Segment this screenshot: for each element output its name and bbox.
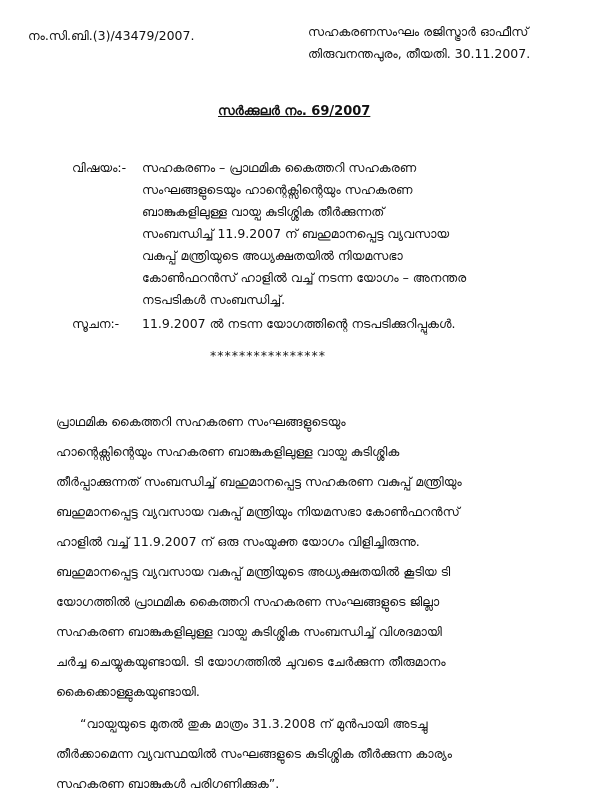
reference-label: സൂചന:- <box>72 316 120 331</box>
body-line: ബഹുമാനപ്പെട്ട വ്യവസായ വകുപ്പ് മന്ത്രിയുടെ അധ്യക്ഷതയിൽ കൂടിയ ടി <box>56 564 451 579</box>
subject-label: വിഷയം:- <box>72 160 127 175</box>
separator: **************** <box>210 348 326 363</box>
body-line: തീർപ്പാക്കുന്നത് സംബന്ധിച്ച് ബഹുമാനപ്പെട്ട സഹകരണ വകുപ്പ് മന്ത്രിയും <box>56 474 462 489</box>
body-line: ചർച്ച ചെയ്യുകയുണ്ടായി. ടി യോഗത്തിൽ ചുവടെ ചേർക്കുന്ന തീരുമാനം <box>56 654 446 669</box>
body-line: ഹാന്റെക്സിന്റെയും സഹകരണ ബാങ്കുകളിലുള്ള വായ്പ കുടിശ്ശിക <box>56 444 400 459</box>
body-line: ഹാളിൽ വച്ച് 11.9.2007 ന് ഒരു സംയുക്ത യോഗം വിളിച്ചിരുന്നു. <box>56 534 420 549</box>
subject-line: വകുപ്പ് മന്ത്രിയുടെ അധ്യക്ഷതയിൽ നിയമസഭാ <box>142 248 403 263</box>
body-line: യോഗത്തിൽ പ്രാഥമിക കൈത്തറി സഹകരണ സംഘങ്ങളുടെ ജില്ലാ <box>56 594 440 609</box>
subject-line: കോൺഫറൻസ് ഹാളിൽ വച്ച് നടന്ന യോഗം – അനന്തര <box>142 270 467 285</box>
body-line: കൈക്കൊള്ളുകയുണ്ടായി. <box>56 684 200 699</box>
subject-line: സംഘങ്ങളുടെയും ഹാന്റെക്സിന്റെയും സഹകരണ <box>142 182 413 197</box>
quote-line: സഹകരണ ബാങ്കുകൾ പരിഗണിക്കുക”. <box>56 776 280 791</box>
subject-line: നടപടികൾ സംബന്ധിച്ച്. <box>142 292 286 307</box>
body-line: സഹകരണ ബാങ്കുകളിലുള്ള വായ്പ കുടിശ്ശിക സംബന്ധിച്ച് വിശദമായി <box>56 624 442 639</box>
body-line: ബഹുമാനപ്പെട്ട വ്യവസായ വകുപ്പ് മന്ത്രിയും നിയമസഭാ കോൺഫറൻസ് <box>56 504 460 519</box>
subject-line: ബാങ്കുകളിലുള്ള വായ്പ കുടിശ്ശിക തീർക്കുന്നത് <box>142 204 385 219</box>
reference-number: നം.സി.ബി.(3)/43479/2007. <box>28 28 195 43</box>
office-place-date: തിരുവനന്തപുരം, തീയതി. 30.11.2007. <box>308 46 531 61</box>
circular-title: സർക്കുലർ നം. 69/2007 <box>218 104 371 119</box>
office-name: സഹകരണസംഘം രജിസ്ട്രാർ ഓഫീസ് <box>308 24 529 39</box>
body-line: പ്രാഥമിക കൈത്തറി സഹകരണ സംഘങ്ങളുടെയും <box>56 414 346 429</box>
reference-text: 11.9.2007 ൽ നടന്ന യോഗത്തിന്റെ നടപടിക്കുറിപ്പുകൾ. <box>142 316 456 331</box>
subject-line: സഹകരണം – പ്രാഥമിക കൈത്തറി സഹകരണ <box>142 160 417 175</box>
quote-line: തീർക്കാമെന്ന വ്യവസ്ഥയിൽ സംഘങ്ങളുടെ കുടിശ്ശിക തീർക്കുന്ന കാര്യം <box>56 746 452 761</box>
quote-line: “വായ്പയുടെ മുതൽ തുക മാത്രം 31.3.2008 ന് മുൻപായി അടച്ചു <box>80 716 428 731</box>
subject-line: സംബന്ധിച്ച് 11.9.2007 ന് ബഹുമാനപ്പെട്ട വ്യവസായ <box>142 226 450 241</box>
